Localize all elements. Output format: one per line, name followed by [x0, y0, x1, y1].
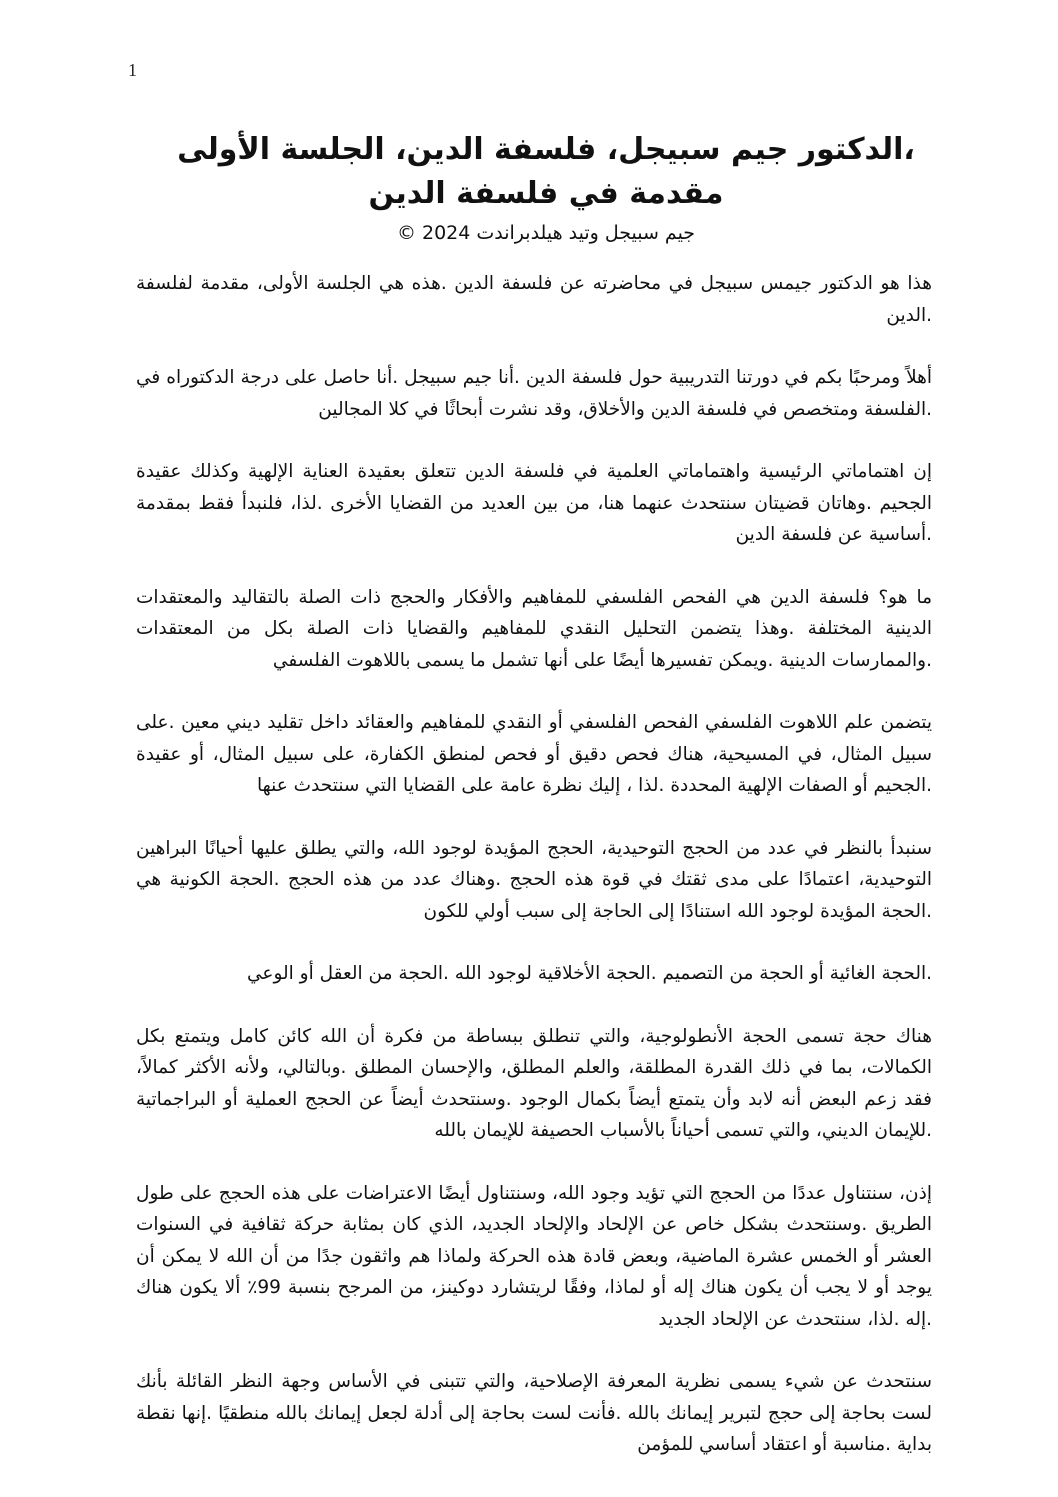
title-line-2: مقدمة في فلسفة الدين	[368, 176, 724, 211]
paragraph: هناك حجة تسمى الحجة الأنطولوجية، والتي تنطلق ببساطة من فكرة أن الله كائن كامل ويتمتع بكل الكمالات، بما في ذلك القدرة المطلقة، والعلم المطلق، والإحسان المطلق .وبالتالي، ولأنه الأكثر كمالاً، فقد زعم البعض أنه لابد وأن يتمتع أيضاً بكمال الوجود .وسنتحدث أيضاً عن الحجج العملية أو البراجماتية .للإيمان الديني، والتي تسمى أحياناً بالأسباب الحصيفة للإيمان بالله	[136, 1025, 932, 1141]
paragraph: هذا هو الدكتور جيمس سبيجل في محاضرته عن فلسفة الدين .هذه هي الجلسة الأولى، مقدمة لفلسفة .الدين	[136, 273, 932, 326]
document-body	[136, 268, 932, 1492]
paragraph: أهلاً ومرحبًا بكم في دورتنا التدريبية حول فلسفة الدين .أنا جيم سبيجل .أنا حاصل على درجة الدكتوراه في .الفلسفة ومتخصص في فلسفة الدين والأخلاق، وقد نشرت أبحاثًا في كلا المجالين	[136, 367, 932, 420]
title-line-1: ،الدكتور جيم سبيجل، فلسفة الدين، الجلسة الأولى	[177, 132, 915, 167]
paragraph: ما هو؟ فلسفة الدين هي الفحص الفلسفي للمفاهيم والأفكار والحجج ذات الصلة بالتقاليد والمعتقدات الدينية المختلفة .وهذا يتضمن التحليل النقدي للمفاهيم والقضايا ذات الصلة بكل من المعتقدات .والممارسات الدينية .ويمكن تفسيرها أيضًا على أنها تشمل ما يسمى باللاهوت الفلسفي	[136, 586, 932, 671]
document-header	[160, 128, 932, 246]
paragraph: إذن، سنتناول عددًا من الحجج التي تؤيد وجود الله، وسنتناول أيضًا الاعتراضات على هذه الحجج على طول الطريق .وسنتحدث بشكل خاص عن الإلحاد والإلحاد الجديد، الذي كان بمثابة حركة ثقافية في السنوات العشر أو الخمس عشرة الماضية، وبعض قادة هذه الحركة ولماذا هم واثقون جدًا من أن الله لا يمكن أن يوجد أو لا يجب أن يكون هناك إله أو لماذا، وفقًا لريتشارد دوكينز، من المرجح بنسبة 99٪ ألا يكون هناك .إله .لذا، سنتحدث عن الإلحاد الجديد	[136, 1182, 932, 1330]
copyright-line: جيم سبيجل وتيد هيلدبراندت 2024 ©	[396, 222, 696, 244]
paragraph: إن اهتماماتي الرئيسية واهتماماتي العلمية في فلسفة الدين تتعلق بعقيدة العناية الإلهية وكذلك عقيدة الجحيم .وهاتان قضيتان سنتحدث عنهما هنا، من بين العديد من القضايا الأخرى .لذا، فلنبدأ فقط بمقدمة .أساسية عن فلسفة الدين	[136, 461, 932, 545]
paragraph: سنتحدث عن شيء يسمى نظرية المعرفة الإصلاحية، والتي تتبنى في الأساس وجهة النظر القائلة بأنك لست بحاجة إلى حجج لتبرير إيمانك بالله .فأنت لست بحاجة إلى أدلة لجعل إيمانك بالله منطقيًا .إنها نقطة بداية .مناسبة أو اعتقاد أساسي للمؤمن	[136, 1371, 932, 1455]
paragraph: سنبدأ بالنظر في عدد من الحجج التوحيدية، الحجج المؤيدة لوجود الله، والتي يطلق عليها أحيانًا البراهين التوحيدية، اعتمادًا على مدى ثقتك في قوة هذه الحجج .وهناك عدد من هذه الحجج .الحجة الكونية هي .الحجة المؤيدة لوجود الله استنادًا إلى الحاجة إلى سبب أولي للكون	[136, 837, 932, 922]
page-number: 1	[128, 60, 137, 80]
paragraph: .الحجة الغائية أو الحجة من التصميم .الحجة الأخلاقية لوجود الله .الحجة من العقل أو الوعي	[246, 963, 932, 984]
document-title	[160, 128, 932, 216]
paragraph: يتضمن علم اللاهوت الفلسفي الفحص الفلسفي أو النقدي للمفاهيم والعقائد داخل تقليد ديني معين .على سبيل المثال، في المسيحية، هناك فحص دقيق أو فحص لمنطق الكفارة، على سبيل المثال، أو عقيدة .الجحيم أو الصفات الإلهية المحددة .لذا ، إليك نظرة عامة على القضايا التي سنتحدث عنها	[136, 712, 932, 796]
